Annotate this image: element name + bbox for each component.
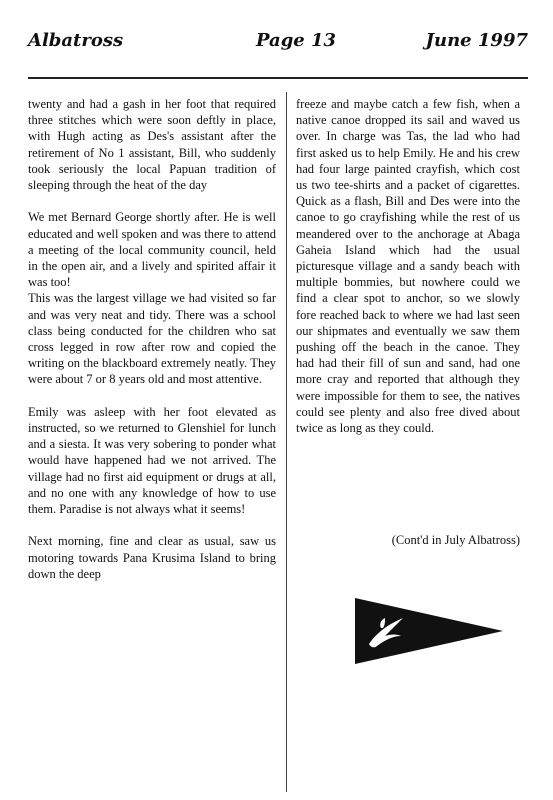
- newsletter-title: Albatross: [28, 30, 124, 51]
- paragraph: This was the largest village we had visited so far and was very neat and tidy. There was a school class being conducted for the children who sat cross legged in row after row and copied the writing on the blackboard extremely neatly. They were about 7 or 8 years old and most attentive.: [28, 291, 276, 387]
- paragraph: twenty and had a gash in her foot that required three stitches which were soon deftly in place, with Hugh acting as Des's assistant after the retirement of No 1 assistant, Bill, who suddenly took seriously the local Papuan tradition of sleeping through the heat of the day: [28, 97, 276, 193]
- left-column: [28, 96, 276, 582]
- pennant-flag: [355, 598, 503, 664]
- issue-date: June 1997: [425, 30, 528, 51]
- paragraph: Emily was asleep with her foot elevated as instructed, so we returned to Glenshiel for lunch and a siesta. It was very sobering to ponder what would have happened had we not arrived. The village had no first aid equipment or drugs at all, and no one with any knowledge of how to use them. Paradise is not always what it seems!: [28, 404, 276, 517]
- continued-note: (Cont'd in July Albatross): [391, 533, 520, 547]
- page-number: Page 13: [256, 30, 337, 51]
- right-column: [296, 96, 520, 436]
- page-header: [28, 30, 528, 56]
- albatross-pennant-logo: [355, 598, 503, 664]
- paragraph: Next morning, fine and clear as usual, saw us motoring towards Pana Krusima Island to bring down the deep: [28, 534, 276, 581]
- header-rule: [28, 77, 528, 79]
- paragraph: freeze and maybe catch a few fish, when a native canoe dropped its sail and waved us over. In charge was Tas, the lad who had first asked us to help Emily. He and his crew had four large painted crayfish, which cost us two tee-shirts and a packet of cigarettes. Quick as a flash, Bill and Des were into the canoe to go crayfishing while the rest of us meandered over to the anchorage at Abaga Gaheia Island which had the usual picturesque village and a sandy beach with multiple bommies, but nowhere could we find a clear spot to anchor, so we slowly fore reached back to where we had last seen our shipmates and eventually we saw them pushing off the beach in the canoe. They had had their fill of sun and sand, had one more cray and reported that although they were impossible for them to see, the natives could see plenty and also free dived about twice as long as they could.: [296, 97, 520, 436]
- column-divider: [286, 92, 287, 792]
- paragraph: We met Bernard George shortly after. He is well educated and well spoken and was there to attend a meeting of the local community council, held in the open air, and a lively and spirited affair it was too!: [28, 210, 276, 290]
